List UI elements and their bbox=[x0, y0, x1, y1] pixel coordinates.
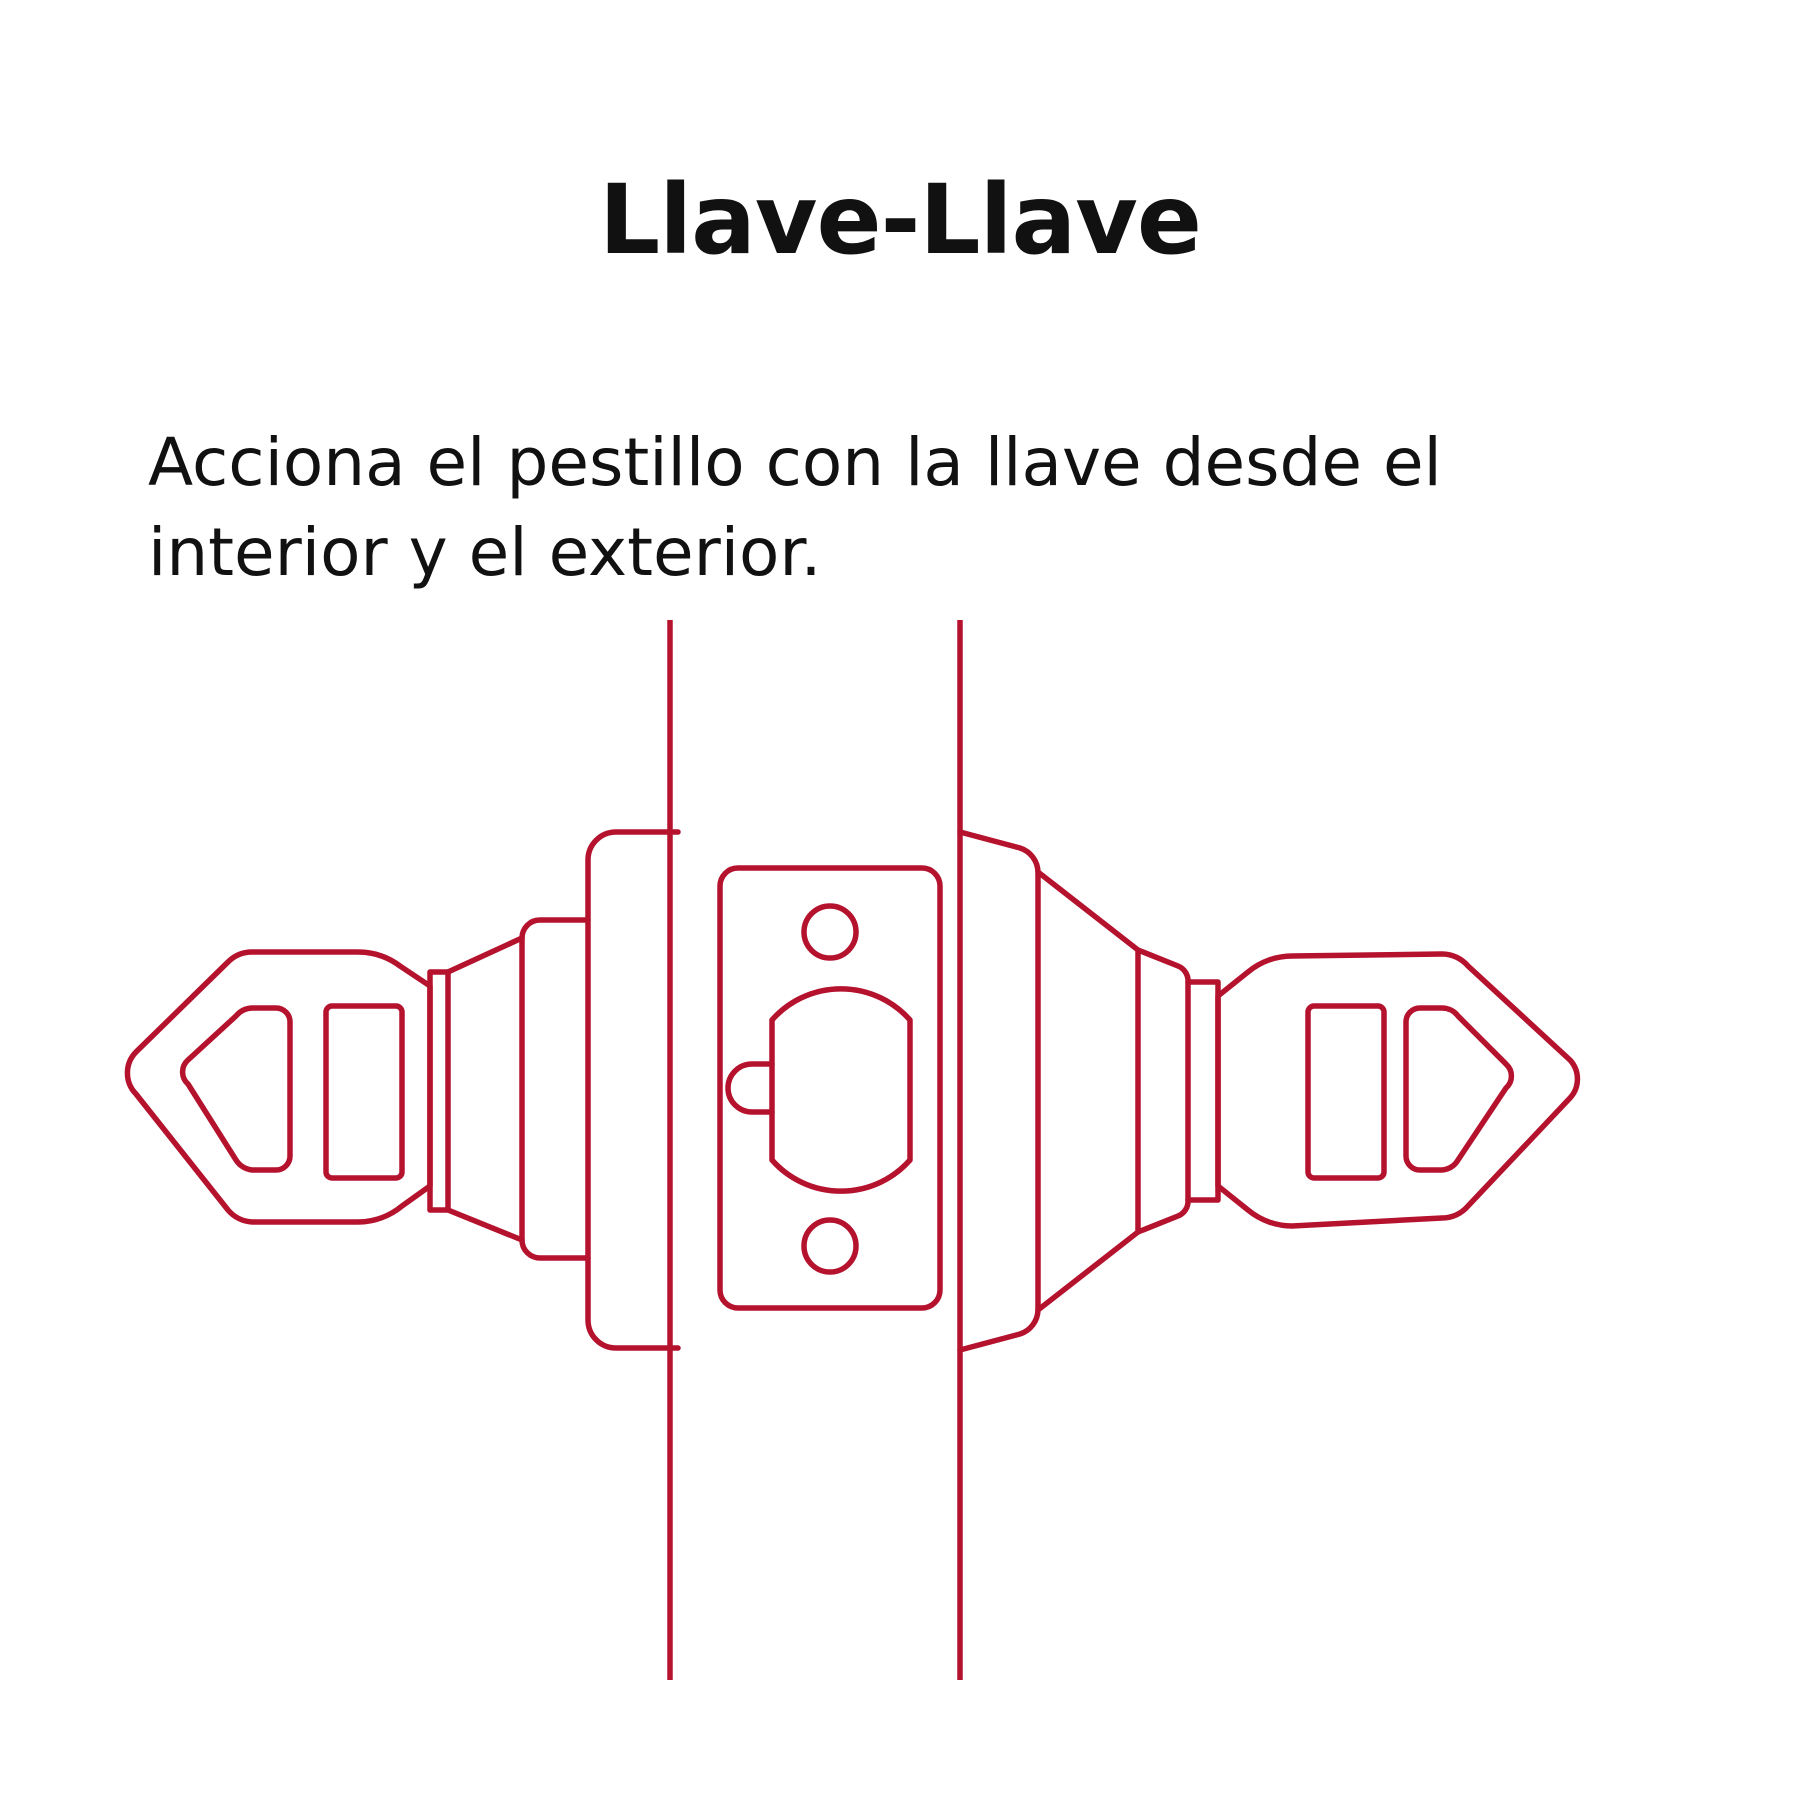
cerradura-llave-llave-diagram bbox=[100, 620, 1720, 1680]
key-slot-left bbox=[326, 1006, 402, 1178]
door-panel bbox=[670, 620, 960, 1680]
screw-hole-top bbox=[804, 906, 856, 958]
exterior-neck bbox=[448, 938, 522, 1240]
latch-bolt-tail bbox=[728, 1064, 772, 1112]
latch-faceplate bbox=[720, 868, 940, 1308]
interior-collar bbox=[1138, 950, 1188, 1232]
interior-knob bbox=[1218, 954, 1577, 1226]
interior-rosette bbox=[960, 832, 1038, 1350]
interior-shank bbox=[1188, 982, 1218, 1200]
screw-hole-bottom bbox=[804, 1220, 856, 1272]
exterior-knob-inner bbox=[183, 1008, 290, 1170]
page-description: Acciona el pestillo con la llave desde el interior y el exterior. bbox=[148, 424, 1442, 591]
page-title: Llave-Llave bbox=[599, 164, 1201, 277]
exterior-rosette bbox=[588, 832, 678, 1348]
exterior-collar bbox=[522, 920, 588, 1258]
exterior-knob bbox=[127, 952, 430, 1222]
key-slot-right bbox=[1308, 1006, 1384, 1178]
interior-body bbox=[1038, 872, 1138, 1310]
interior-knob-inner bbox=[1406, 1008, 1511, 1170]
latch-bolt bbox=[772, 989, 910, 1191]
